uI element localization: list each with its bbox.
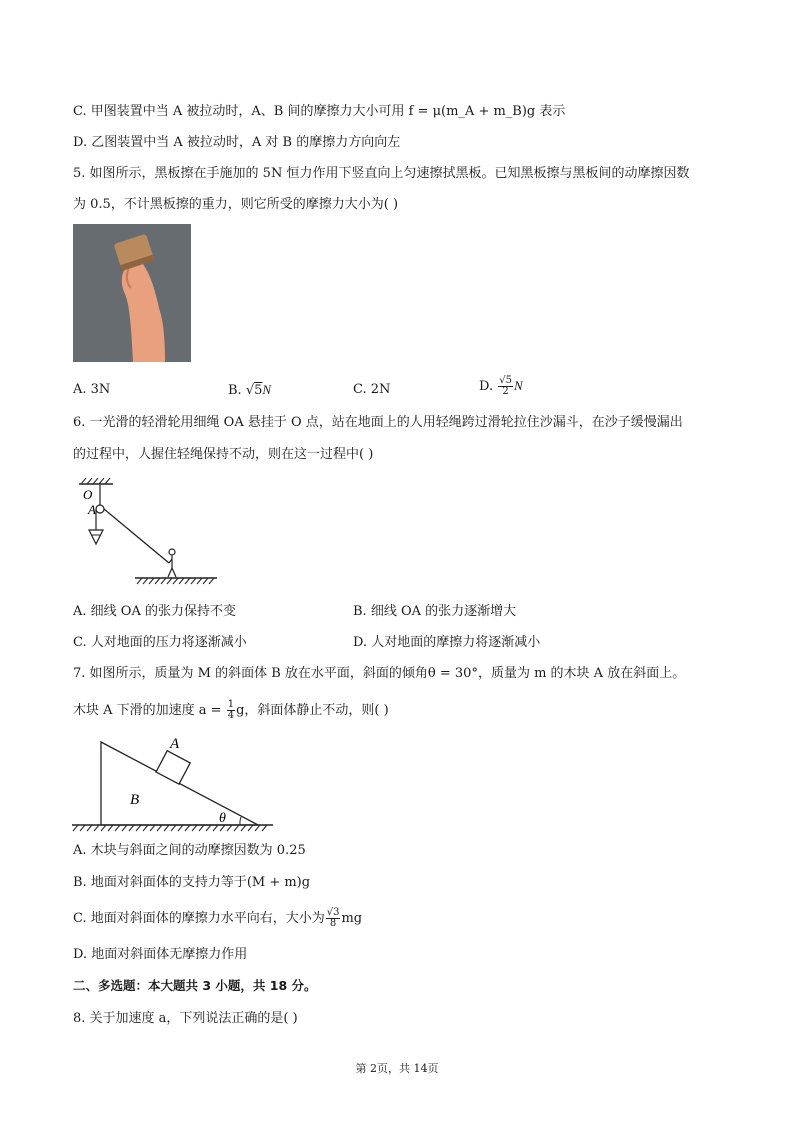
label-block-b: B — [130, 792, 140, 808]
pulley-icon — [96, 505, 104, 513]
q5-stem-line1: 5. 如图所示，黑板擦在手施加的 5N 恒力作用下竖直向上匀速擦拭黑板。已知黑板擦与黑板间的动摩擦因数 — [73, 166, 690, 181]
q6-stem-line2: 的过程中，人握住轻绳保持不动，则在这一过程中( ) — [73, 447, 374, 462]
pulley-diagram — [73, 478, 223, 588]
label-a: A — [88, 502, 96, 517]
q7-option-b: B. 地面对斜面体的支持力等于(M + m)g — [73, 875, 311, 890]
q6-option-c: C. 人对地面的压力将逐渐减小 — [73, 635, 247, 650]
q4-option-d: D. 乙图装置中当 A 被拉动时，A 对 B 的摩擦力方向向左 — [73, 135, 401, 150]
q5-stem-line2: 为 0.5，不计黑板擦的重力，则它所受的摩擦力大小为( ) — [73, 197, 399, 212]
label-block-a: A — [170, 736, 180, 752]
funnel-icon — [89, 530, 103, 544]
incline-diagram — [70, 734, 275, 832]
label-o: O — [83, 487, 93, 502]
q6-option-d: D. 人对地面的摩擦力将逐渐减小 — [353, 635, 541, 650]
q5-option-d: D. $\frac{√5}{2}$ N — [479, 375, 523, 397]
section-heading: 二、多选题：本大题共 3 小题，共 18 分。 — [73, 978, 317, 993]
page-footer: 第 2页，共 14页 — [355, 1062, 439, 1075]
block-a — [156, 751, 190, 784]
label-theta: θ — [219, 811, 226, 826]
q6-stem-line1: 6. 一光滑的轻滑轮用细绳 OA 悬挂于 O 点，站在地面上的人用轻绳跨过滑轮拉住沙漏斗，在沙子缓慢漏出 — [73, 415, 683, 430]
q6-option-b: B. 细线 OA 的张力逐渐增大 — [353, 604, 517, 619]
q7-stem-line2: 木块 A 下滑的加速度 a = $\frac{1}{4}$ g，斜面体静止不动，则( ) — [73, 699, 389, 721]
q7-stem-line1: 7. 如图所示，质量为 M 的斜面体 B 放在水平面，斜面的倾角θ = 30°，质量为 m 的木块 A 放在斜面上。 — [73, 666, 686, 681]
q7-option-a: A. 木块与斜面之间的动摩擦因数为 0.25 — [73, 843, 306, 858]
q7-option-c: C. 地面对斜面体的摩擦力水平向右，大小为 $\frac{√3}{8}$ mg — [73, 907, 363, 929]
q5-option-a: A. 3N — [73, 382, 111, 397]
q5-option-c: C. 2N — [353, 382, 391, 397]
q4-option-c: C. 甲图装置中当 A 被拉动时，A、B 间的摩擦力大小可用 f = μ(m_A + m_B)g 表示 — [73, 104, 566, 119]
q5-option-b: B. √5N — [228, 382, 272, 398]
q6-option-a: A. 细线 OA 的张力保持不变 — [73, 604, 236, 619]
person-icon — [168, 549, 176, 577]
q7-option-d: D. 地面对斜面体无摩擦力作用 — [73, 947, 248, 962]
q8-stem-line1: 8. 关于加速度 a，下列说法正确的是( ) — [73, 1011, 298, 1026]
eraser-photo — [73, 224, 191, 362]
